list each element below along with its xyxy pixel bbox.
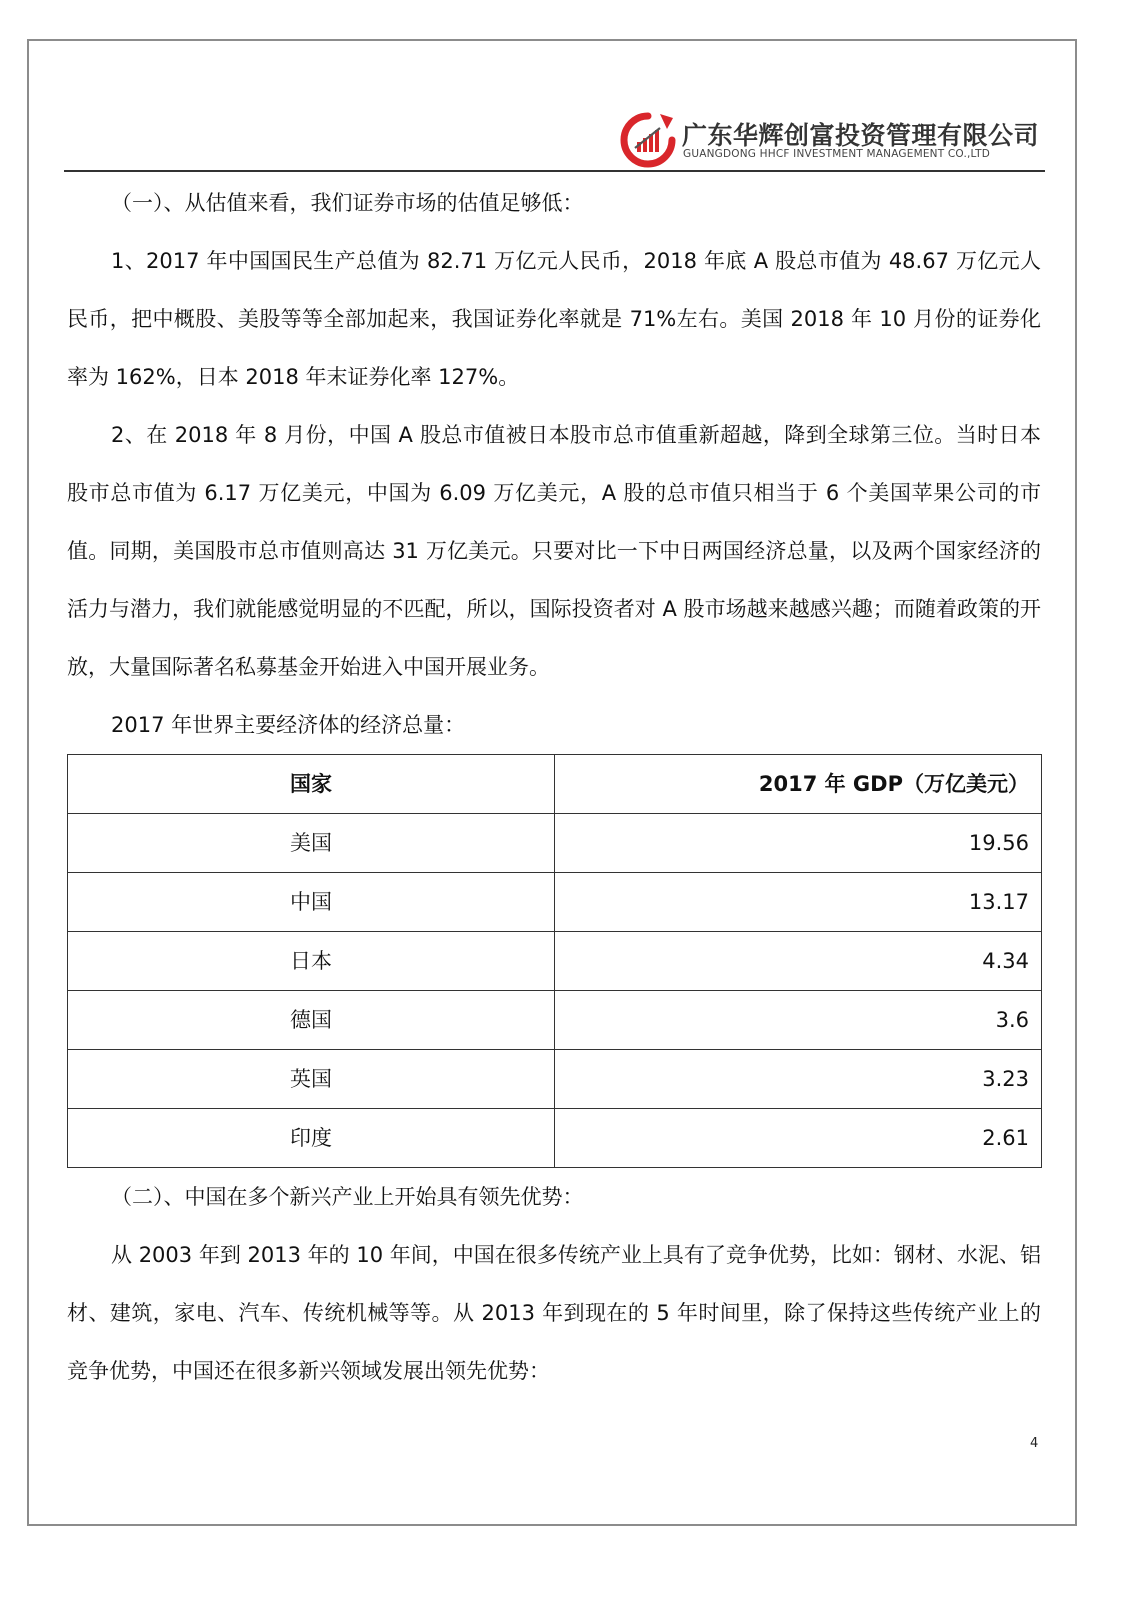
cell-gdp: 13.17 (555, 873, 1042, 932)
company-logo-icon (620, 112, 676, 168)
cell-country: 印度 (68, 1109, 555, 1168)
cell-country: 美国 (68, 814, 555, 873)
cell-country: 日本 (68, 932, 555, 991)
table-row (68, 1109, 1042, 1168)
cell-country: 德国 (68, 991, 555, 1050)
section-heading-industries: （二）、中国在多个新兴产业上开始具有领先优势： (111, 1185, 584, 1209)
gdp-table-wrapper (67, 754, 1041, 1168)
gdp-table (67, 754, 1042, 1168)
cell-country: 中国 (68, 873, 555, 932)
cell-gdp: 19.56 (555, 814, 1042, 873)
table-row (68, 873, 1042, 932)
header-divider (64, 170, 1045, 172)
paragraph-industries: 从 2003 年到 2013 年的 10 年间，中国在很多传统产业上具有了竞争优势，比如：钢材、水泥、铝材、建筑，家电、汽车、传统机械等等。从 2013 年到现在的 5 年时间里，除了保持这些传统产业上的竞争优势，中国还在很多新兴领域发展出领先优势： (67, 1243, 1041, 1383)
table-caption: 2017 年世界主要经济体的经济总量： (111, 713, 466, 737)
table-row (68, 814, 1042, 873)
table-header-row (68, 755, 1042, 814)
company-name-en: GUANGDONG HHCF INVESTMENT MANAGEMENT CO.,LTD (683, 148, 991, 160)
table-row (68, 932, 1042, 991)
cell-gdp: 3.23 (555, 1050, 1042, 1109)
table-row (68, 991, 1042, 1050)
header-country: 国家 (68, 755, 555, 814)
header-gdp: 2017 年 GDP（万亿美元） (555, 755, 1042, 814)
company-name-cn: 广东华辉创富投资管理有限公司 (682, 121, 1040, 150)
cell-gdp: 2.61 (555, 1109, 1042, 1168)
paragraph-market-cap: 2、在 2018 年 8 月份，中国 A 股总市值被日本股市总市值重新超越，降到全球第三位。当时日本股市总市值为 6.17 万亿美元，中国为 6.09 万亿美元，A 股的总市值只相当于 6 个美国苹果公司的市值。同期，美国股市总市值则高达 31 万亿美元。只要对比一下中日两国经济总量，以及两个国家经济的活力与潜力，我们就能感觉明显的不匹配，所以，国际投资者对 A 股市场越来越感兴趣；而随着政策的开放，大量国际著名私募基金开始进入中国开展业务。 (67, 423, 1041, 679)
section-heading-valuation: （一）、从估值来看，我们证券市场的估值足够低： (111, 191, 584, 215)
paragraph-securitization: 1、2017 年中国国民生产总值为 82.71 万亿元人民币，2018 年底 A 股总市值为 48.67 万亿元人民币，把中概股、美股等等全部加起来，我国证券化率就是 71%左右。美国 2018 年 10 月份的证券化率为 162%，日本 2018 年末证券化率 127%。 (67, 249, 1041, 389)
table-row (68, 1050, 1042, 1109)
cell-gdp: 4.34 (555, 932, 1042, 991)
page-number: 4 (1030, 1436, 1039, 1451)
document-body (67, 174, 1041, 1400)
page-header (64, 108, 1045, 172)
cell-country: 英国 (68, 1050, 555, 1109)
cell-gdp: 3.6 (555, 991, 1042, 1050)
